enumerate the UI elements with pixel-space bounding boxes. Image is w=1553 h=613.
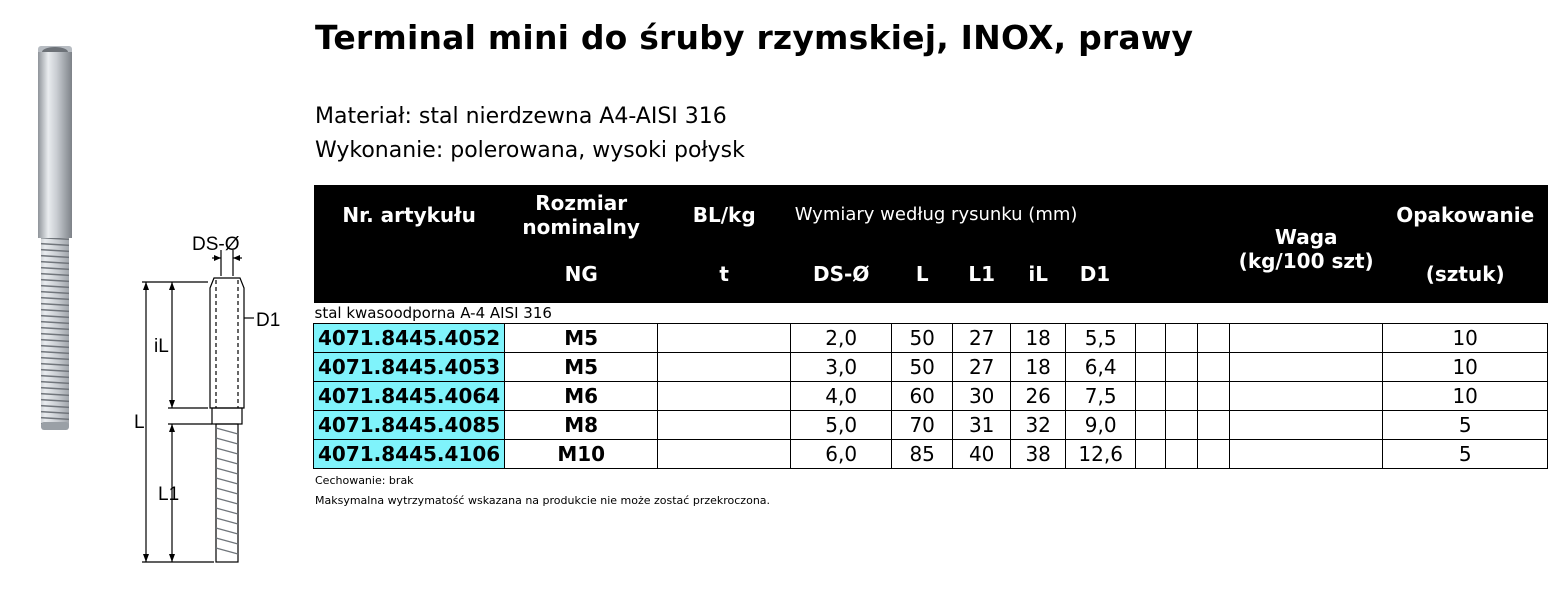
marking-note: Cechowanie: brak	[315, 474, 414, 487]
header-nominal-line1: Rozmiar	[535, 191, 628, 215]
table-row	[314, 440, 1548, 469]
label-l: L	[134, 412, 145, 433]
l-cell: 50	[892, 324, 953, 353]
blkg-cell	[658, 382, 791, 411]
label-il: iL	[154, 336, 169, 357]
article-number: 4071.8445.4085	[314, 411, 505, 440]
header-blkg: BL/kg	[658, 185, 791, 245]
d1-cell: 7,5	[1066, 382, 1136, 411]
nominal-size: M5	[505, 353, 658, 382]
header-ds: DS-Ø	[791, 245, 892, 303]
nominal-size: M5	[505, 324, 658, 353]
ds-cell: 5,0	[791, 411, 892, 440]
weight-cell	[1230, 440, 1383, 469]
header-nominal-line2: nominalny	[522, 215, 640, 239]
table-row	[314, 353, 1548, 382]
il-cell: 18	[1011, 353, 1066, 382]
table-row	[314, 324, 1548, 353]
l1-cell: 40	[953, 440, 1011, 469]
table-row	[314, 411, 1548, 440]
l-cell: 70	[892, 411, 953, 440]
technical-drawing	[128, 228, 298, 568]
header-ng: NG	[505, 245, 658, 303]
article-number: 4071.8445.4064	[314, 382, 505, 411]
packaging-cell: 5	[1383, 411, 1548, 440]
d1-cell: 9,0	[1066, 411, 1136, 440]
weight-cell	[1230, 353, 1383, 382]
table-subheader: stal kwasoodporna A-4 AISI 316	[314, 304, 552, 322]
il-cell: 38	[1011, 440, 1066, 469]
label-l1: L1	[158, 484, 180, 505]
l1-cell: 31	[953, 411, 1011, 440]
blkg-cell	[658, 440, 791, 469]
d1-cell: 12,6	[1066, 440, 1136, 469]
l-cell: 50	[892, 353, 953, 382]
finish-info: Wykonanie: polerowana, wysoki połysk	[315, 138, 745, 163]
product-table	[313, 185, 1548, 469]
table-row	[314, 382, 1548, 411]
l1-cell: 27	[953, 353, 1011, 382]
article-number: 4071.8445.4053	[314, 353, 505, 382]
ds-cell: 4,0	[791, 382, 892, 411]
packaging-cell: 10	[1383, 382, 1548, 411]
header-dimensions: Wymiary według rysunku (mm)	[791, 185, 1230, 245]
header-blank	[314, 245, 505, 303]
header-pcs: (sztuk)	[1383, 245, 1548, 303]
header-d1: D1	[1066, 245, 1136, 303]
il-cell: 32	[1011, 411, 1066, 440]
ds-cell: 2,0	[791, 324, 892, 353]
ds-cell: 6,0	[791, 440, 892, 469]
il-cell: 18	[1011, 324, 1066, 353]
header-l1: L1	[953, 245, 1011, 303]
article-number: 4071.8445.4106	[314, 440, 505, 469]
nominal-size: M10	[505, 440, 658, 469]
d1-cell: 5,5	[1066, 324, 1136, 353]
article-number: 4071.8445.4052	[314, 324, 505, 353]
l1-cell: 27	[953, 324, 1011, 353]
ds-cell: 3,0	[791, 353, 892, 382]
il-cell: 26	[1011, 382, 1066, 411]
packaging-cell: 10	[1383, 353, 1548, 382]
material-info: Materiał: stal nierdzewna A4-AISI 316	[315, 104, 727, 129]
header-il: iL	[1011, 245, 1066, 303]
blkg-cell	[658, 324, 791, 353]
l-cell: 60	[892, 382, 953, 411]
label-ds: DS-Ø	[192, 234, 240, 255]
header-article: Nr. artykułu	[314, 185, 505, 245]
strength-note: Maksymalna wytrzymatość wskazana na produkcie nie może zostać przekroczona.	[315, 494, 771, 507]
page-title: Terminal mini do śruby rzymskiej, INOX, prawy	[315, 18, 1194, 57]
weight-cell	[1230, 382, 1383, 411]
product-photo	[30, 44, 80, 434]
packaging-cell: 10	[1383, 324, 1548, 353]
header-nominal	[505, 185, 658, 245]
header-t: t	[658, 245, 791, 303]
blkg-cell	[658, 411, 791, 440]
nominal-size: M6	[505, 382, 658, 411]
header-weight: Waga (kg/100 szt)	[1230, 185, 1383, 303]
label-d1: D1	[256, 310, 281, 331]
header-l: L	[892, 245, 953, 303]
packaging-cell: 5	[1383, 440, 1548, 469]
weight-cell	[1230, 324, 1383, 353]
weight-cell	[1230, 411, 1383, 440]
nominal-size: M8	[505, 411, 658, 440]
l1-cell: 30	[953, 382, 1011, 411]
l-cell: 85	[892, 440, 953, 469]
blkg-cell	[658, 353, 791, 382]
header-packaging: Opakowanie	[1383, 185, 1548, 245]
d1-cell: 6,4	[1066, 353, 1136, 382]
